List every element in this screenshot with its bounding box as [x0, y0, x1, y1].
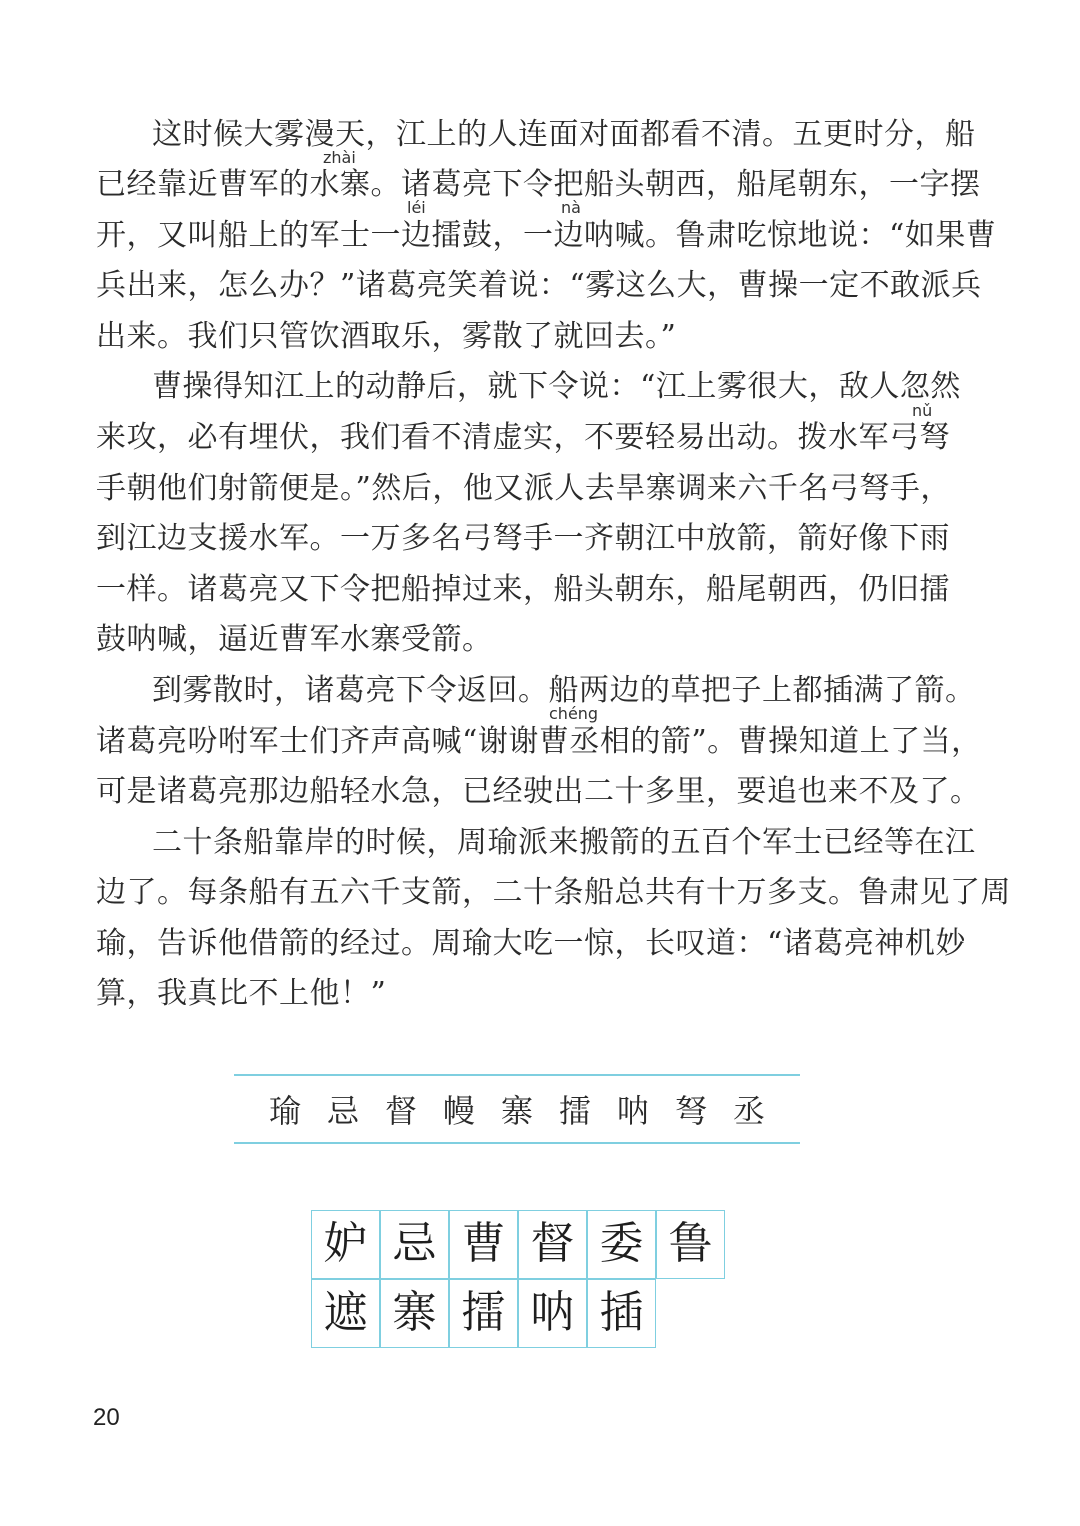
writing-char-cell: 忌: [380, 1210, 449, 1279]
recognize-characters-row: [234, 1074, 800, 1144]
recognize-char: 呐: [616, 1092, 649, 1130]
recognize-char: 寨: [500, 1092, 533, 1130]
recognize-characters-box: [234, 1074, 800, 1144]
writing-char-cell: 插: [587, 1279, 656, 1348]
writing-char-cell: 遮: [311, 1279, 380, 1348]
text-line: 已经靠近曹军的水寨。诸葛亮下令把船头朝西，船尾朝东，一字摆: [96, 167, 981, 202]
pinyin-annotation: zhài: [323, 148, 356, 167]
text-line: 可是诸葛亮那边船轻水急，已经驶出二十多里，要追也来不及了。: [96, 774, 981, 809]
text-line: 二十条船靠岸的时候，周瑜派来搬箭的五百个军士已经等在江: [152, 825, 976, 860]
recognize-char: 擂: [558, 1092, 591, 1130]
recognize-char: 忌: [326, 1092, 359, 1130]
writing-char-cell: 曹: [449, 1210, 518, 1279]
text-line: 这时候大雾漫天，江上的人连面对面都看不清。五更时分，船: [152, 117, 976, 152]
text-line: 兵出来，怎么办？”诸葛亮笑着说：“雾这么大，曹操一定不敢派兵: [96, 268, 982, 303]
text-line: 瑜，告诉他借箭的经过。周瑜大吃一惊，长叹道：“诸葛亮神机妙: [96, 926, 966, 961]
recognize-char: 幔: [442, 1092, 475, 1130]
pinyin-annotation: chéng: [549, 704, 599, 723]
text-line: 来攻，必有埋伏，我们看不清虚实，不要轻易出动。拨水军弓弩: [96, 420, 950, 455]
recognize-char: 弩: [674, 1092, 707, 1130]
writing-char-cell: 擂: [449, 1279, 518, 1348]
text-line: 诸葛亮吩咐军士们齐声高喊“谢谢曹丞相的箭”。曹操知道上了当，: [96, 724, 982, 759]
text-line: 鼓呐喊，逼近曹军水寨受箭。: [96, 622, 493, 657]
text-line: 算，我真比不上他！”: [96, 976, 387, 1011]
recognize-char: 丞: [732, 1092, 765, 1130]
writing-char-cell: 呐: [518, 1279, 587, 1348]
pinyin-annotation: nà: [561, 198, 581, 217]
text-line: 一样。诸葛亮又下令把船掉过来，船头朝东，船尾朝西，仍旧擂: [96, 572, 950, 607]
text-line: 出来。我们只管饮酒取乐，雾散了就回去。”: [96, 319, 677, 354]
writing-char-cell: 鲁: [656, 1210, 725, 1279]
text-line: 边了。每条船有五六千支箭，二十条船总共有十万多支。鲁肃见了周: [96, 875, 1011, 910]
recognize-char: 瑜: [268, 1092, 301, 1130]
writing-char-cell: 委: [587, 1210, 656, 1279]
pinyin-annotation: léi: [407, 198, 426, 217]
pinyin-annotation: nǔ: [912, 401, 933, 420]
text-line: 手朝他们射箭便是。”然后，他又派人去旱寨调来六千名弓弩手，: [96, 471, 951, 506]
recognize-char: 督: [384, 1092, 417, 1130]
writing-char-cell: 督: [518, 1210, 587, 1279]
text-line: 到江边支援水军。一万多名弓弩手一齐朝江中放箭，箭好像下雨: [96, 521, 950, 556]
text-line: 曹操得知江上的动静后，就下令说：“江上雾很大，敌人忽然: [152, 369, 961, 404]
writing-char-cell: 妒: [311, 1210, 380, 1279]
writing-char-cell: 寨: [380, 1279, 449, 1348]
text-line: 到雾散时，诸葛亮下令返回。船两边的草把子上都插满了箭。: [152, 673, 976, 708]
text-line: 开，又叫船上的军士一边擂鼓，一边呐喊。鲁肃吃惊地说：“如果曹: [96, 218, 997, 253]
page-number: 20: [93, 1404, 120, 1431]
